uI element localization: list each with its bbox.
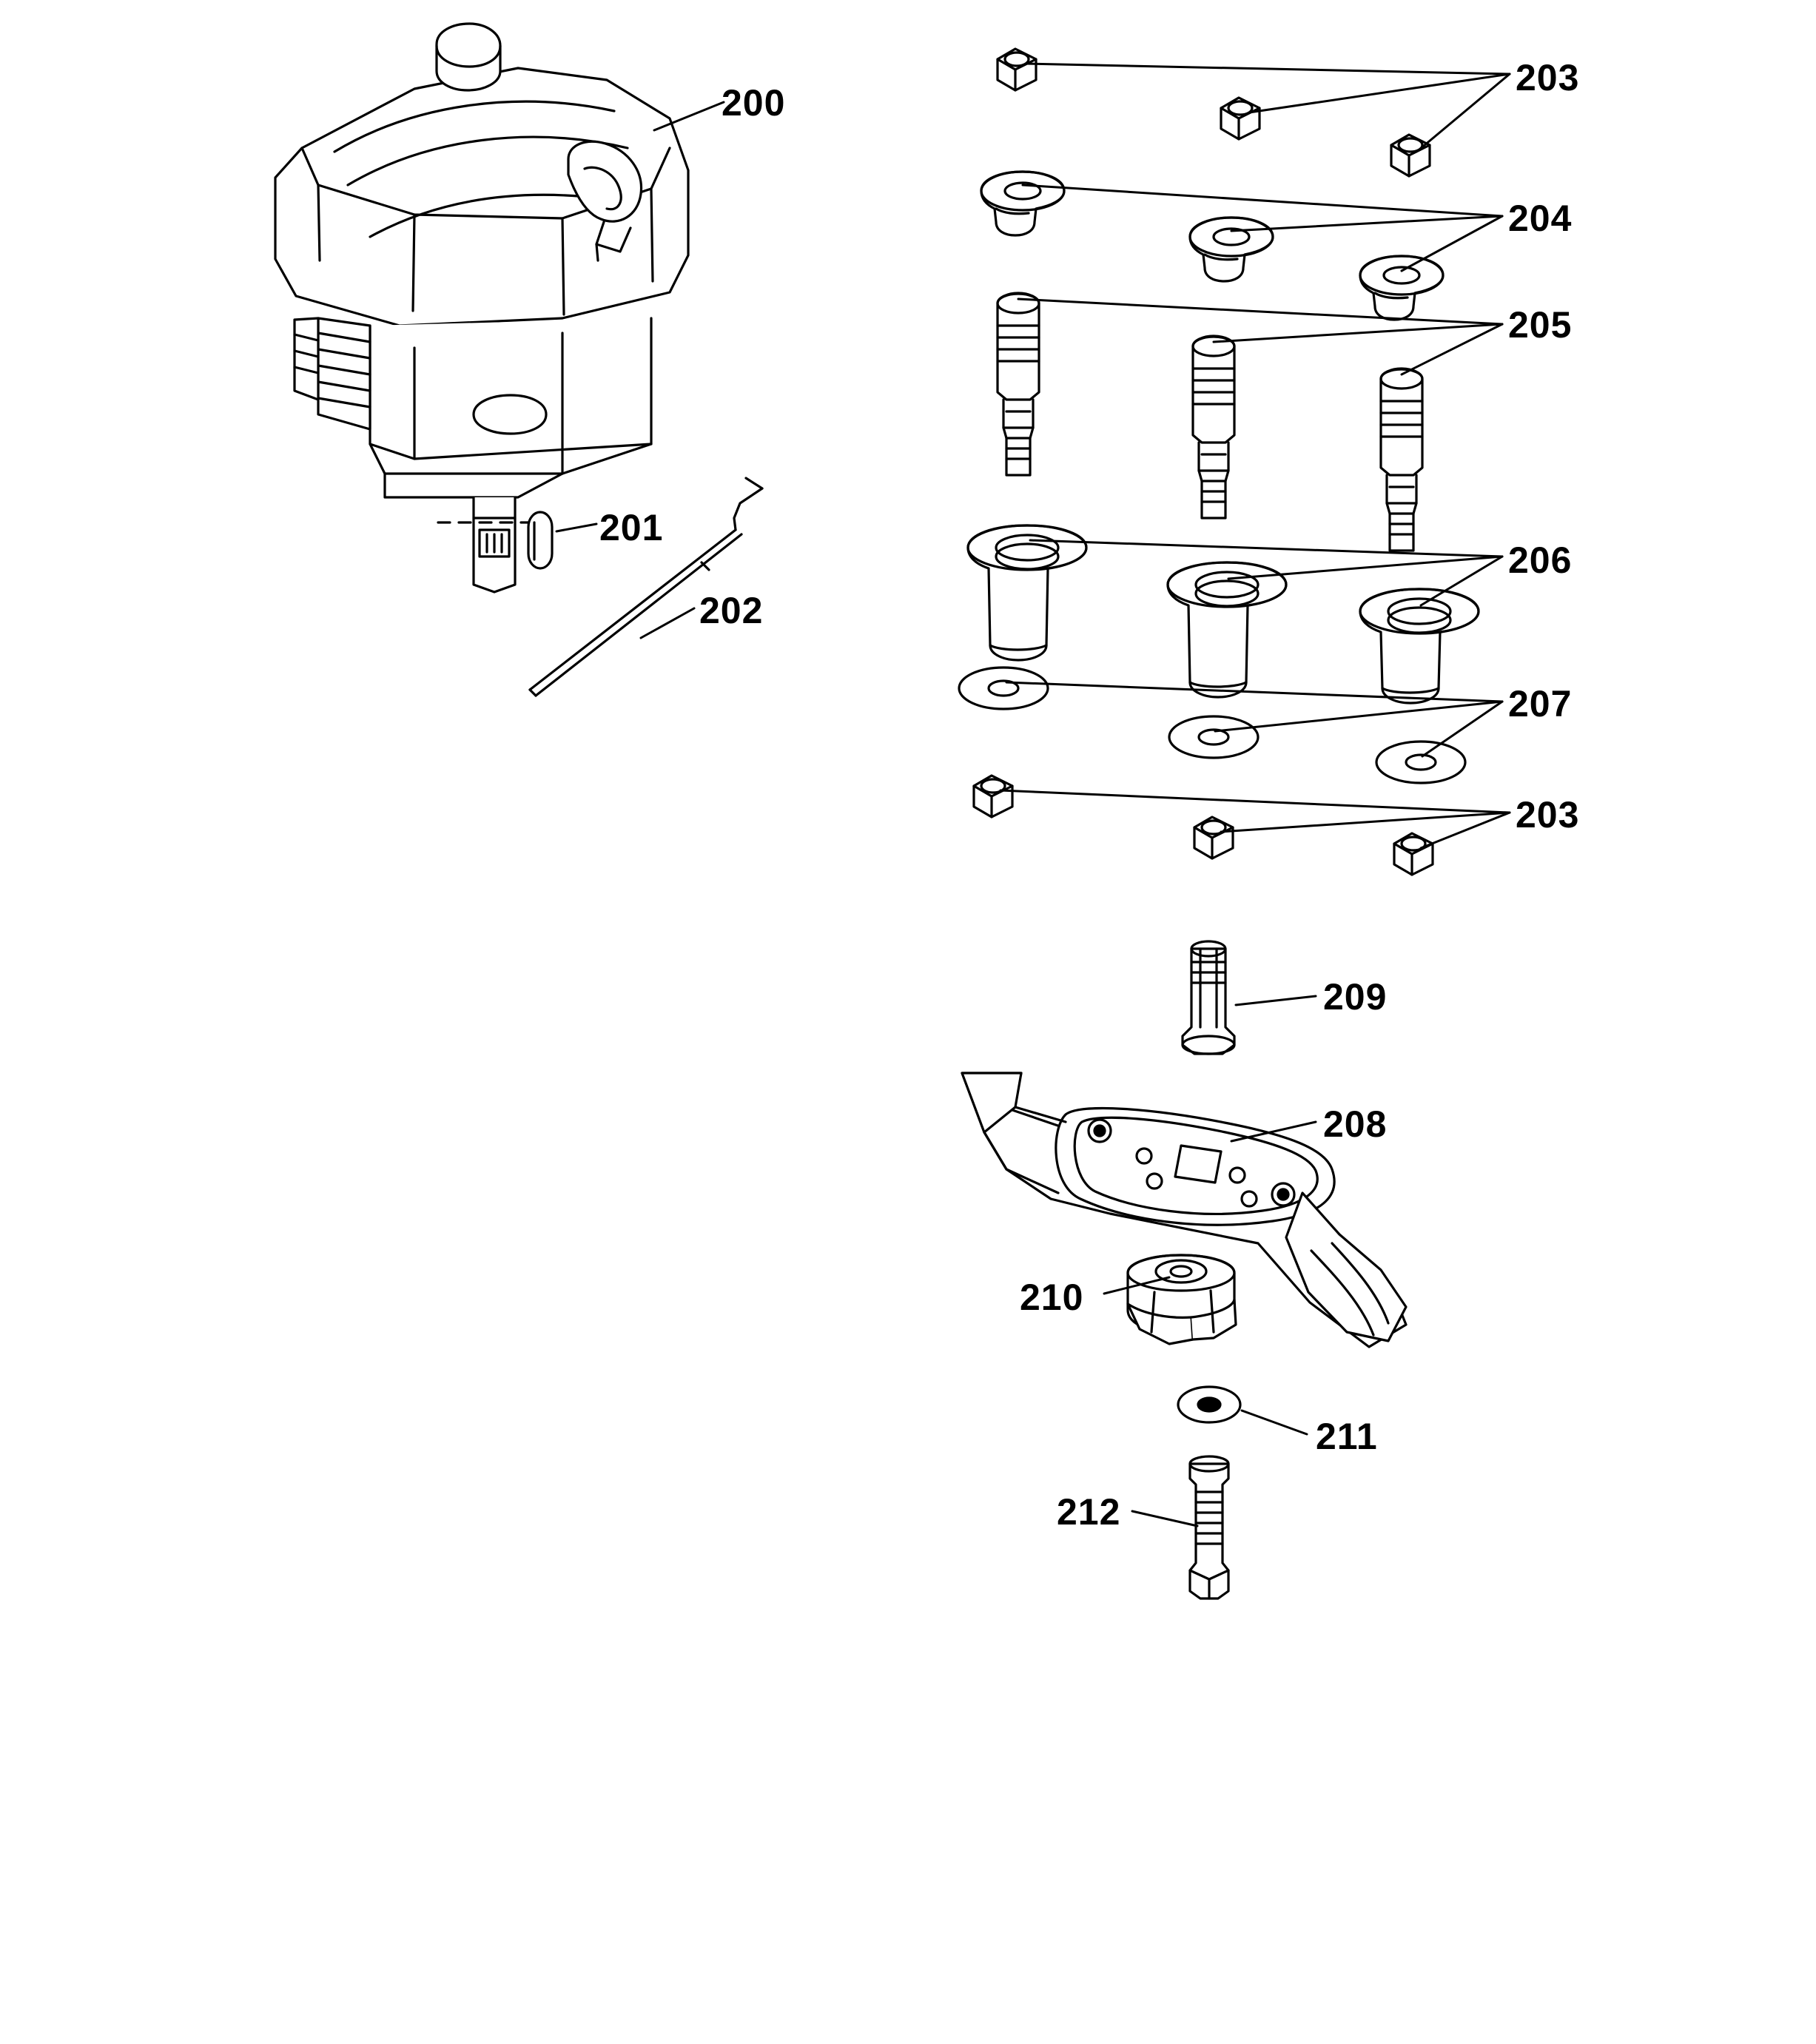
callout-206: 206 bbox=[1508, 539, 1573, 581]
stud-art bbox=[998, 293, 1422, 551]
callout-200: 200 bbox=[722, 82, 786, 124]
cone-washer-art bbox=[981, 172, 1443, 320]
callout-201: 201 bbox=[599, 507, 664, 548]
callout-208: 208 bbox=[1323, 1103, 1388, 1145]
callout-202: 202 bbox=[699, 590, 764, 631]
callout-212: 212 bbox=[1057, 1491, 1121, 1533]
blade-hub-art bbox=[1128, 1255, 1236, 1344]
blade-bolt-art bbox=[1190, 1456, 1228, 1598]
adapter-pin-art bbox=[1183, 941, 1234, 1054]
callout-205: 205 bbox=[1508, 304, 1573, 346]
blade-washer-art bbox=[1178, 1387, 1240, 1422]
callout-203-lower: 203 bbox=[1516, 794, 1580, 836]
hex-nut-lower-art bbox=[974, 776, 1433, 875]
key-art bbox=[528, 512, 552, 568]
callout-207: 207 bbox=[1508, 683, 1573, 725]
callout-204: 204 bbox=[1508, 198, 1573, 239]
callout-203-upper: 203 bbox=[1516, 57, 1580, 98]
callout-209: 209 bbox=[1323, 976, 1388, 1018]
callout-210: 210 bbox=[1020, 1277, 1084, 1318]
callout-211: 211 bbox=[1316, 1416, 1378, 1457]
